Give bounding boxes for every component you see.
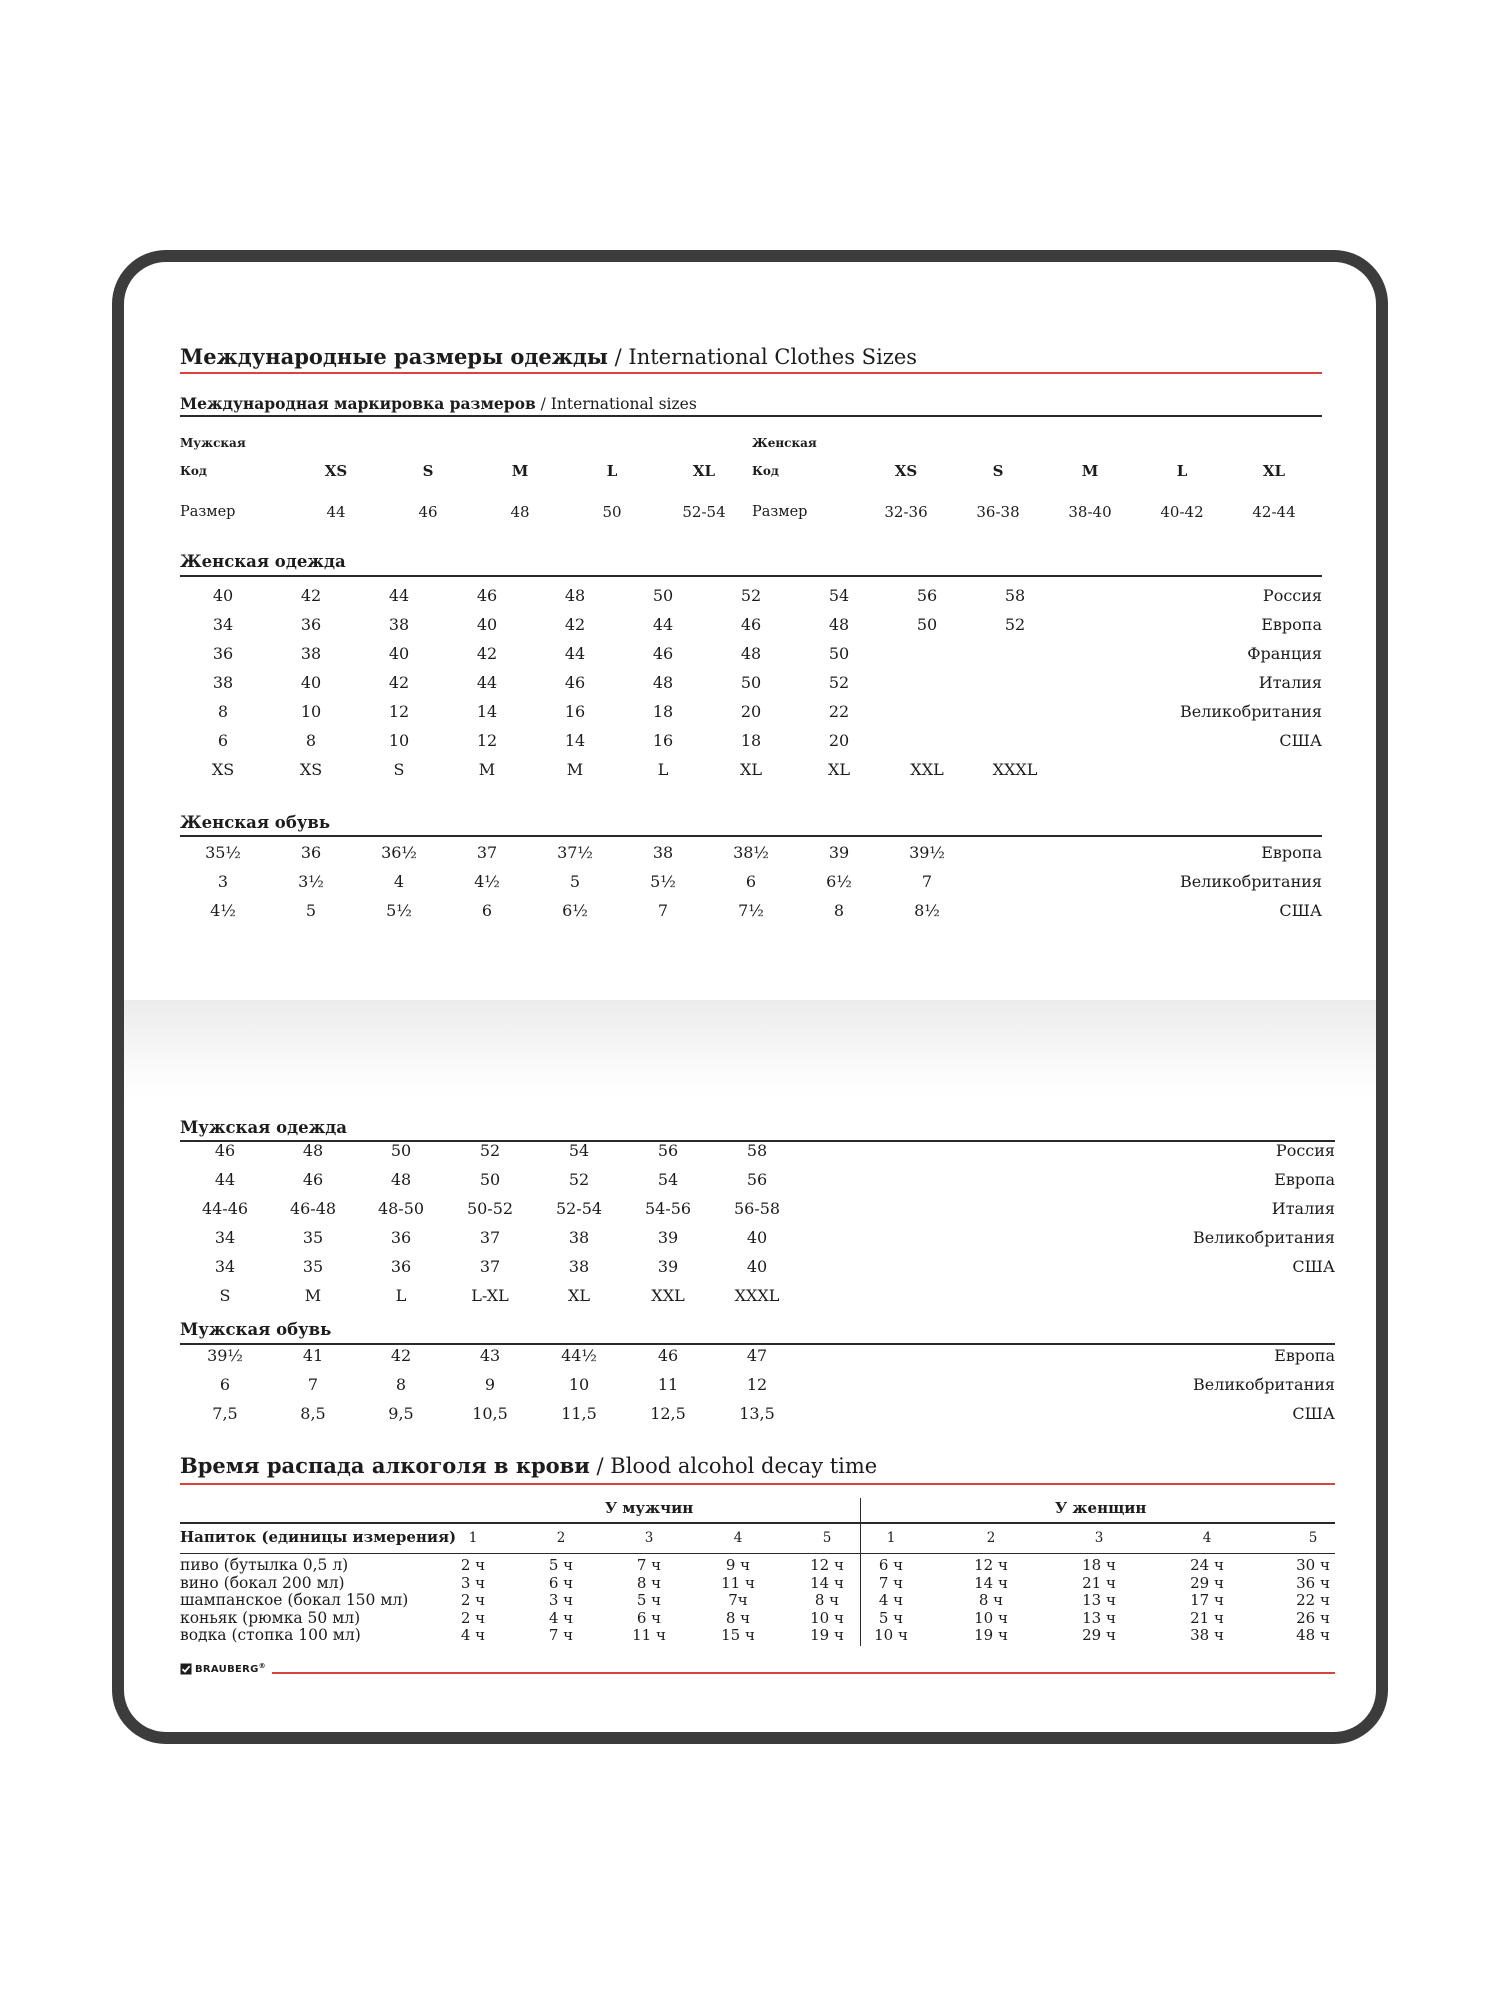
women-clothes-cell: 38 (300, 644, 322, 663)
alcohol-drink-label: пиво (бутылка 0,5 л) (180, 1556, 349, 1574)
men-shoes-cell: 12,5 (650, 1404, 686, 1423)
women-clothes-cell: 14 (476, 702, 498, 721)
alcohol-drink-header: Напиток (единицы измерения) (180, 1528, 457, 1546)
women-clothes-cell: 44 (388, 586, 410, 605)
men-clothes-cell: 38 (568, 1257, 590, 1276)
men-clothes-cell: 35 (302, 1257, 324, 1276)
men-clothes-cell: 37 (479, 1228, 501, 1247)
women-clothes-cell: 52 (1004, 615, 1026, 634)
men-clothes-cell: 38 (568, 1228, 590, 1247)
women-clothes-cell: XXL (910, 760, 944, 779)
men-clothes-row-label: Европа (1274, 1170, 1335, 1189)
men-clothes-cell: 46-48 (289, 1199, 337, 1218)
men-clothes-cell: L-XL (471, 1286, 509, 1305)
intl-women-label: Женская (752, 436, 817, 450)
men-clothes-cell: 48 (390, 1170, 412, 1189)
men-clothes-cell: 50 (390, 1141, 412, 1160)
women-shoes-cell: 36½ (381, 843, 417, 862)
brand-check-icon (180, 1663, 192, 1675)
women-shoes-cell: 4½ (474, 872, 500, 891)
intl-women-size: 40-42 (1160, 503, 1204, 521)
women-clothes-cell: XXXL (992, 760, 1038, 779)
men-shoes-cell: 9,5 (388, 1404, 414, 1423)
alcohol-men-unit: 5 (822, 1530, 832, 1546)
men-shoes-cell: 13,5 (739, 1404, 775, 1423)
women-shoes-cell: 5 (569, 872, 581, 891)
men-shoes-row-label: Великобритания (1192, 1375, 1335, 1394)
women-shoes-cell: 7 (921, 872, 933, 891)
men-clothes-cell: 44 (214, 1170, 236, 1189)
women-shoes-cell: 37½ (557, 843, 593, 862)
men-shoes-row-label: Европа (1274, 1346, 1335, 1365)
women-clothes-cell: 36 (300, 615, 322, 634)
alcohol-men-value: 2 ч (460, 1591, 486, 1609)
alcohol-men-value: 11 ч (632, 1626, 666, 1644)
intl-men-size: 48 (510, 503, 530, 521)
alcohol-women-value: 21 ч (1190, 1608, 1224, 1627)
men-clothes-cell: 34 (214, 1257, 236, 1276)
men-shoes-cell: 11 (657, 1375, 679, 1394)
intl-men-label: Мужская (180, 436, 246, 450)
alcohol-women-value: 8 ч (978, 1591, 1004, 1609)
women-clothes-cell: L (657, 760, 669, 779)
footer-red-line (272, 1672, 1335, 1674)
women-clothes-cell: 20 (740, 702, 762, 721)
women-shoes-cell: 38 (652, 843, 674, 862)
intl-women-size: 32-36 (884, 503, 928, 521)
men-clothes-cell: 50-52 (466, 1199, 514, 1218)
alcohol-men-value: 5 ч (548, 1556, 574, 1574)
intl-men-code: L (606, 462, 618, 480)
men-shoes-cell: 9 (484, 1375, 496, 1394)
men-shoes-cell: 10,5 (472, 1404, 508, 1423)
men-clothes-cell: 44-46 (201, 1199, 249, 1218)
women-shoes-cell: 3 (217, 872, 229, 891)
alcohol-women-value: 24 ч (1190, 1556, 1224, 1574)
women-clothes-cell: 40 (476, 615, 498, 634)
men-clothes-cell: 46 (302, 1170, 324, 1189)
intl-women-size: 38-40 (1068, 503, 1112, 521)
women-clothes-cell: 40 (300, 673, 322, 692)
alcohol-women-unit: 4 (1202, 1530, 1212, 1546)
brand-logo-text: BRAUBERG (195, 1663, 259, 1675)
women-clothes-cell: 10 (388, 731, 410, 750)
men-clothes-cell: 56 (657, 1141, 679, 1160)
women-shoes-cell: 5 (305, 901, 317, 920)
intl-women-size-label: Размер (752, 504, 808, 520)
women-clothes-cell: 50 (740, 673, 762, 692)
women-clothes-title: Женская одежда (180, 552, 346, 571)
women-shoes-row-label: Великобритания (1179, 872, 1322, 891)
alcohol-men-value: 4 ч (548, 1608, 574, 1627)
men-clothes-cell: 54 (568, 1141, 590, 1160)
alcohol-men-unit: 4 (733, 1530, 743, 1546)
men-clothes-cell: 46 (214, 1141, 236, 1160)
alcohol-men-value: 2 ч (460, 1556, 486, 1574)
men-clothes-cell: M (304, 1286, 322, 1305)
women-shoes-cell: 39 (828, 843, 850, 862)
alcohol-drink-label: шампанское (бокал 150 мл) (180, 1591, 409, 1609)
men-shoes-underline (180, 1343, 1335, 1345)
alcohol-men-value: 10 ч (810, 1608, 844, 1627)
alcohol-women-value: 13 ч (1082, 1608, 1116, 1627)
women-clothes-cell: 16 (564, 702, 586, 721)
alcohol-men-value: 15 ч (721, 1626, 755, 1644)
men-shoes-cell: 42 (390, 1346, 412, 1365)
women-clothes-cell: 8 (305, 731, 317, 750)
men-shoes-cell: 7 (307, 1375, 319, 1394)
men-clothes-cell: 54 (657, 1170, 679, 1189)
alcohol-women-value: 7 ч (878, 1573, 904, 1592)
women-shoes-cell: 6 (481, 901, 493, 920)
women-clothes-cell: 44 (652, 615, 674, 634)
intl-women-code: L (1176, 462, 1188, 480)
alcohol-women-unit: 3 (1094, 1530, 1104, 1546)
alcohol-women-value: 36 ч (1296, 1573, 1330, 1592)
men-clothes-cell: 40 (746, 1257, 768, 1276)
alcohol-header-line (180, 1522, 1335, 1524)
alcohol-drink-label: коньяк (рюмка 50 мл) (180, 1608, 361, 1627)
alcohol-women-value: 5 ч (878, 1608, 904, 1627)
intl-women-code: XL (1262, 462, 1286, 480)
alcohol-title-underline (180, 1483, 1335, 1485)
alcohol-units-line (180, 1553, 1335, 1554)
men-shoes-cell: 44½ (561, 1346, 597, 1365)
women-clothes-underline (180, 575, 1322, 577)
men-clothes-cell: 37 (479, 1257, 501, 1276)
women-shoes-row-label: Европа (1261, 843, 1322, 862)
women-clothes-cell: 46 (740, 615, 762, 634)
alcohol-women-value: 29 ч (1082, 1626, 1116, 1644)
intl-men-size: 52-54 (682, 503, 726, 521)
women-clothes-row-label: Россия (1262, 586, 1322, 605)
men-clothes-cell: 34 (214, 1228, 236, 1247)
women-shoes-cell: 7 (657, 901, 669, 920)
women-clothes-cell: 42 (564, 615, 586, 634)
women-clothes-cell: 38 (212, 673, 234, 692)
alcohol-women-value: 38 ч (1190, 1626, 1224, 1644)
women-clothes-cell: 12 (476, 731, 498, 750)
alcohol-men-unit: 3 (644, 1530, 654, 1546)
men-clothes-cell: 36 (390, 1257, 412, 1276)
men-shoes-cell: 8 (395, 1375, 407, 1394)
women-clothes-cell: XS (211, 760, 235, 779)
men-clothes-title: Мужская одежда (180, 1118, 347, 1137)
women-clothes-cell: 20 (828, 731, 850, 750)
women-shoes-cell: 8½ (914, 901, 940, 920)
men-clothes-cell: 54-56 (644, 1199, 692, 1218)
alcohol-men-value: 9 ч (725, 1556, 751, 1574)
alcohol-women-value: 4 ч (878, 1591, 904, 1609)
women-clothes-cell: XL (739, 760, 762, 779)
women-clothes-cell: 12 (388, 702, 410, 721)
men-shoes-cell: 10 (568, 1375, 590, 1394)
alcohol-drink-label: вино (бокал 200 мл) (180, 1573, 345, 1592)
alcohol-women-value: 10 ч (974, 1608, 1008, 1627)
women-clothes-cell: 48 (740, 644, 762, 663)
men-clothes-row-label: США (1292, 1257, 1335, 1276)
intl-men-code: S (422, 462, 434, 480)
men-clothes-cell: 48-50 (377, 1199, 425, 1218)
men-clothes-cell: S (219, 1286, 231, 1305)
women-clothes-cell: 14 (564, 731, 586, 750)
women-shoes-cell: 3½ (298, 872, 324, 891)
women-clothes-row-label: Франция (1247, 644, 1322, 663)
women-shoes-cell: 7½ (738, 901, 764, 920)
women-clothes-cell: 8 (217, 702, 229, 721)
men-shoes-row-label: США (1292, 1404, 1335, 1423)
alcohol-men-value: 11 ч (721, 1573, 755, 1592)
women-clothes-cell: 36 (212, 644, 234, 663)
alcohol-women-value: 29 ч (1190, 1573, 1224, 1592)
women-clothes-cell: 38 (388, 615, 410, 634)
women-clothes-cell: 6 (217, 731, 229, 750)
men-clothes-cell: 36 (390, 1228, 412, 1247)
intl-women-code: S (992, 462, 1004, 480)
men-shoes-title: Мужская обувь (180, 1320, 332, 1339)
men-shoes-cell: 8,5 (300, 1404, 326, 1423)
men-shoes-cell: 11,5 (561, 1404, 597, 1423)
brand-logo-mark: ® (258, 1662, 266, 1670)
alcohol-men-value: 4 ч (460, 1626, 486, 1644)
women-clothes-row-label: Италия (1258, 673, 1322, 692)
women-clothes-cell: M (566, 760, 584, 779)
women-shoes-cell: 37 (476, 843, 498, 862)
women-clothes-cell: XS (299, 760, 323, 779)
intl-men-code: XS (324, 462, 348, 480)
men-shoes-cell: 41 (302, 1346, 324, 1365)
men-shoes-cell: 7,5 (212, 1404, 238, 1423)
men-clothes-cell: 56 (746, 1170, 768, 1189)
men-clothes-cell: 58 (746, 1141, 768, 1160)
women-clothes-cell: 40 (388, 644, 410, 663)
women-shoes-cell: 4½ (210, 901, 236, 920)
men-clothes-cell: XXXL (734, 1286, 780, 1305)
intl-women-code: XS (894, 462, 918, 480)
alcohol-women-value: 18 ч (1082, 1556, 1116, 1574)
women-clothes-cell: 42 (388, 673, 410, 692)
women-clothes-cell: 18 (652, 702, 674, 721)
alcohol-women-value: 14 ч (974, 1573, 1008, 1592)
brand-logo (180, 1663, 266, 1675)
women-clothes-row-label: Великобритания (1179, 702, 1322, 721)
intl-women-code-label: Код (752, 464, 779, 478)
women-shoes-cell: 6½ (826, 872, 852, 891)
women-clothes-cell: 40 (212, 586, 234, 605)
alcohol-women-value: 26 ч (1296, 1608, 1330, 1627)
men-shoes-cell: 46 (657, 1346, 679, 1365)
men-clothes-cell: 40 (746, 1228, 768, 1247)
women-clothes-cell: 50 (652, 586, 674, 605)
alcohol-women-value: 10 ч (874, 1626, 908, 1644)
men-clothes-cell: XXL (651, 1286, 685, 1305)
intl-women-code: M (1081, 462, 1099, 480)
women-clothes-cell: 58 (1004, 586, 1026, 605)
men-shoes-cell: 47 (746, 1346, 768, 1365)
alcohol-women-header: У женщин (1055, 1499, 1147, 1517)
women-shoes-cell: 35½ (205, 843, 241, 862)
men-clothes-cell: 39 (657, 1257, 679, 1276)
alcohol-women-value: 19 ч (974, 1626, 1008, 1644)
intl-men-code-label: Код (180, 464, 207, 478)
intl-men-size: 50 (602, 503, 622, 521)
women-shoes-cell: 36 (300, 843, 322, 862)
women-clothes-cell: 16 (652, 731, 674, 750)
intl-men-size: 46 (418, 503, 438, 521)
women-shoes-cell: 4 (393, 872, 405, 891)
women-shoes-underline (180, 835, 1322, 837)
alcohol-women-unit: 2 (986, 1530, 996, 1546)
alcohol-women-value: 30 ч (1296, 1556, 1330, 1574)
women-shoes-cell: 5½ (650, 872, 676, 891)
women-shoes-cell: 6 (745, 872, 757, 891)
alcohol-men-header: У мужчин (605, 1499, 694, 1517)
women-clothes-cell: 42 (300, 586, 322, 605)
alcohol-men-value: 14 ч (810, 1573, 844, 1592)
women-clothes-cell: 48 (828, 615, 850, 634)
women-shoes-cell: 38½ (733, 843, 769, 862)
alcohol-men-value: 2 ч (460, 1608, 486, 1627)
alcohol-men-value: 19 ч (810, 1626, 844, 1644)
intl-women-size: 36-38 (976, 503, 1020, 521)
alcohol-men-value: 3 ч (460, 1573, 486, 1592)
men-clothes-cell: 50 (479, 1170, 501, 1189)
alcohol-men-unit: 1 (468, 1530, 478, 1546)
women-clothes-cell: 54 (828, 586, 850, 605)
intl-men-size: 44 (326, 503, 346, 521)
women-clothes-cell: XL (827, 760, 850, 779)
men-clothes-row-label: Великобритания (1192, 1228, 1335, 1247)
women-clothes-cell: 18 (740, 731, 762, 750)
women-clothes-cell: 10 (300, 702, 322, 721)
intl-sizes-title: Международная маркировка размеров / International sizes (180, 394, 697, 413)
women-clothes-cell: 46 (652, 644, 674, 663)
alcohol-women-value: 17 ч (1190, 1591, 1224, 1609)
women-shoes-cell: 5½ (386, 901, 412, 920)
alcohol-women-value: 48 ч (1296, 1626, 1330, 1644)
women-shoes-cell: 39½ (909, 843, 945, 862)
women-clothes-cell: 48 (564, 586, 586, 605)
alcohol-women-unit: 5 (1308, 1530, 1318, 1546)
alcohol-women-value: 6 ч (878, 1556, 904, 1574)
men-clothes-cell: 56-58 (733, 1199, 781, 1218)
women-clothes-cell: 50 (916, 615, 938, 634)
alcohol-title: Время распада алкоголя в крови / Blood alcohol decay time (180, 1453, 878, 1478)
alcohol-men-value: 6 ч (636, 1608, 662, 1627)
men-shoes-cell: 6 (219, 1375, 231, 1394)
men-shoes-cell: 43 (479, 1346, 501, 1365)
women-clothes-row-label: Европа (1261, 615, 1322, 634)
intl-women-size: 42-44 (1252, 503, 1296, 521)
alcohol-drink-label: водка (стопка 100 мл) (180, 1626, 361, 1644)
alcohol-women-value: 13 ч (1082, 1591, 1116, 1609)
women-clothes-cell: 22 (828, 702, 850, 721)
women-clothes-cell: 46 (564, 673, 586, 692)
alcohol-women-value: 21 ч (1082, 1573, 1116, 1592)
alcohol-men-unit: 2 (556, 1530, 566, 1546)
alcohol-men-value: 12 ч (810, 1556, 844, 1574)
men-shoes-cell: 39½ (207, 1346, 243, 1365)
alcohol-men-value: 5 ч (636, 1591, 662, 1609)
women-clothes-cell: 48 (652, 673, 674, 692)
intl-sizes-underline (180, 415, 1322, 417)
alcohol-men-value: 7 ч (636, 1556, 662, 1574)
men-shoes-cell: 12 (746, 1375, 768, 1394)
women-clothes-cell: 56 (916, 586, 938, 605)
alcohol-women-value: 22 ч (1296, 1591, 1330, 1609)
women-clothes-cell: 50 (828, 644, 850, 663)
alcohol-men-value: 8 ч (636, 1573, 662, 1592)
intl-men-size-label: Размер (180, 504, 236, 520)
women-clothes-cell: 44 (476, 673, 498, 692)
alcohol-men-value: 3 ч (548, 1591, 574, 1609)
men-clothes-cell: L (395, 1286, 407, 1305)
women-shoes-row-label: США (1279, 901, 1322, 920)
women-clothes-cell: 52 (740, 586, 762, 605)
main-title: Международные размеры одежды / International Clothes Sizes (180, 344, 918, 369)
alcohol-women-value: 12 ч (974, 1556, 1008, 1574)
main-title-underline (180, 372, 1322, 374)
women-clothes-cell: 52 (828, 673, 850, 692)
alcohol-men-value: 8 ч (725, 1608, 751, 1627)
alcohol-men-value: 8 ч (814, 1591, 840, 1609)
men-clothes-cell: 39 (657, 1228, 679, 1247)
women-clothes-cell: 34 (212, 615, 234, 634)
women-clothes-cell: M (478, 760, 496, 779)
women-clothes-row-label: США (1279, 731, 1322, 750)
men-clothes-row-label: Италия (1271, 1199, 1335, 1218)
women-clothes-cell: S (393, 760, 405, 779)
intl-men-code: M (511, 462, 529, 480)
men-clothes-cell: 35 (302, 1228, 324, 1247)
men-clothes-cell: 52 (568, 1170, 590, 1189)
alcohol-men-value: 6 ч (548, 1573, 574, 1592)
fold-shadow (124, 1000, 1376, 1100)
men-clothes-cell: 52-54 (555, 1199, 603, 1218)
alcohol-women-unit: 1 (886, 1530, 896, 1546)
women-clothes-cell: 46 (476, 586, 498, 605)
alcohol-men-value: 7ч (728, 1591, 748, 1609)
women-clothes-cell: 42 (476, 644, 498, 663)
men-clothes-cell: 52 (479, 1141, 501, 1160)
women-shoes-cell: 6½ (562, 901, 588, 920)
women-clothes-cell: 44 (564, 644, 586, 663)
men-clothes-row-label: Россия (1275, 1141, 1335, 1160)
women-shoes-title: Женская обувь (180, 813, 331, 832)
men-clothes-cell: XL (567, 1286, 590, 1305)
intl-men-code: XL (692, 462, 716, 480)
women-shoes-cell: 8 (833, 901, 845, 920)
men-clothes-cell: 48 (302, 1141, 324, 1160)
alcohol-men-value: 7 ч (548, 1626, 574, 1644)
